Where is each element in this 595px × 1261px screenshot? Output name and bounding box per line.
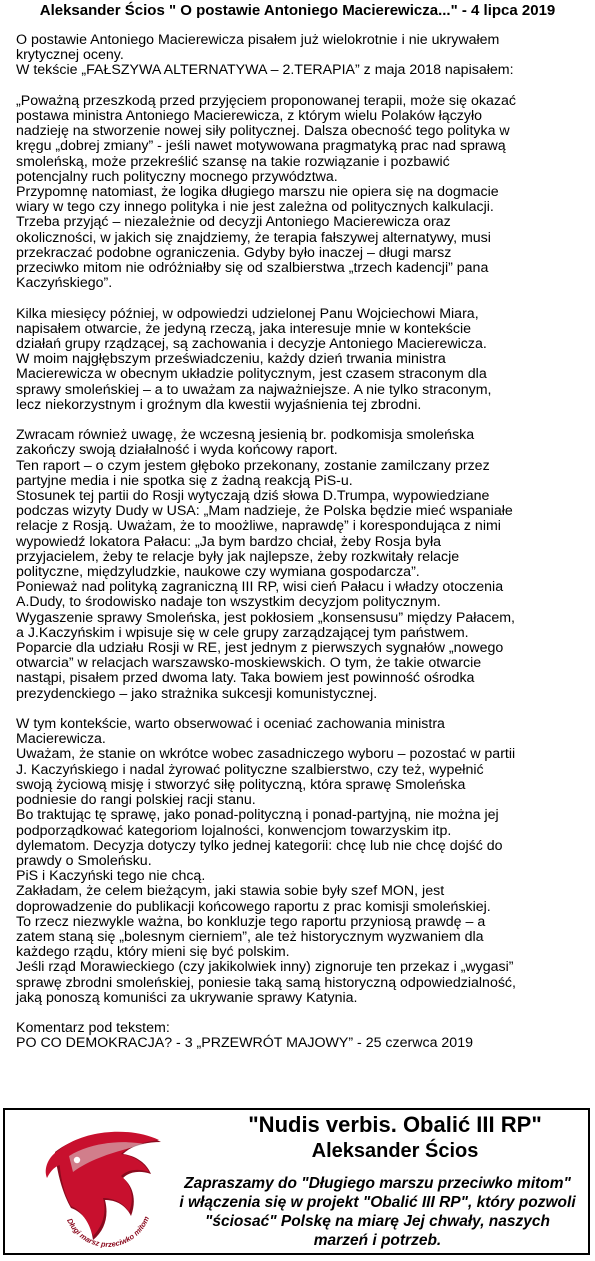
eagle-eye (74, 1157, 80, 1163)
paragraph-response: Kilka miesięcy później, w odpowiedzi udzielonej Panu Wojciechowi Miara, napisałem otwarcie, że jedyną rzeczą, jaka interesuje mnie w kontekście działań grupy rządzącej, są zachowania i decyzje Antoniego Macierewicza. W moim najgłębszym przeświadczeniu, każdy dzień trwania ministra Macierewicza w obecnym układzie politycznym, jest czasem straconym dla sprawy smoleńskiej – a to uważam za najważniejsze. A nie tylko straconym, lecz niekorzystnym i groźnym dla kwestii wyjaśnienia tej zbrodni. (16, 305, 492, 413)
logo-arc-text: Długi marsz przeciwko mitom (65, 1214, 151, 1249)
paragraph-quote: „Poważną przeszkodą przed przyjęciem proponowanej terapii, może się okazać postawa ministra Antoniego Macierewicza, z którym wielu Polaków łączyło nadzieję na stworzenie nowej siły politycznej. Dalsza obecność tego polityka w kręgu „dobrej zmiany” - jeśli nawet motywowana pragmatyką prac nad sprawą smoleńską, może przekreślić szansę na takie rozwiązanie i pozbawić potencjalny ruch polityczny mocnego przywództwa. Przypomnę natomiast, że logika długiego marszu nie opiera się na dogmacie wiary w tego czy innego polityka i nie jest zależna od politycznych kalkulacji. Trzeba przyjąć – niezależnie od decyzji Antoniego Macierewicza oraz okoliczności, w jakich się znajdziemy, że terapia fałszywej alternatywy, musi przekraczać podobne ograniczenia. Gdyby było inaczej – długi marsz przeciwko mitom nie odróżniałby się od szalbierstwa „trzech kadencji” pana Kaczyńskiego”. (16, 92, 516, 292)
paragraph-report: Zwracam również uwagę, że wczesną jesienią br. podkomisja smoleńska zakończy swoją działalność i wyda końcowy raport. Ten raport – o czym jestem głęboko przekonany, zostanie zamilczany przez partyjne media i nie spotka się z żadną reakcją PiS-u. Stosunek tej partii do Rosji wytyczają dziś słowa D.Trumpa, wypowiedziane podczas wizyty Dudy w USA: „Mam nadzieje, że Polska będzie mieć wspaniałe relacje z Rosją. Uważam, że to moożliwe, naprawdę” i korespondująca z nimi wypowiedź lokatora Pałacu: „Ja bym bardzo chciał, żeby Rosja była przyjacielem, żeby te relacje były jak najlepsze, żeby rozkwitały relacje polityczne, międzyludzkie, naukowe czy wymiana gospodarcza”. Ponieważ nad polityką zagraniczną III RP, wisi cień Pałacu i władzy otoczenia A.Dudy, to środowisko nadaje ton wszystkim decyzjom politycznym. Wygaszenie sprawy Smoleńska, jest pokłosiem „konsensusu” między Pałacem, a J.Kaczyńskim i wpisuje się w cele grupy zarządzającej tym państwem. Poparcie dla udziału Rosji w RE, jest jednym z pierwszych sygnałów „nowego otwarcia” w relacjach warszawsko-moskiewskich. O tym, że takie otwarcie nastąpi, pisałem przed dwoma laty. Taka bowiem jest powinność ośrodka prezydenckiego – jako strażnika sukcesji komunistycznej. (16, 427, 516, 702)
paragraph-intro: O postawie Antoniego Macierewicza pisałem już wielokrotnie i nie ukrywałem krytycznej oceny. W tekście „FAŁSZYWA ALTERNATYWA – 2.TERAPIA” z maja 2018 napisałem: (16, 32, 514, 79)
banner-title: "Nudis verbis. Obalić III RP" (248, 1112, 542, 1137)
article-title: Aleksander Ścios " O postawie Antoniego Macierewicza..." - 4 lipca 2019 (39, 2, 556, 19)
promo-banner[interactable] (3, 1108, 590, 1255)
eagle-logo-icon (33, 1112, 173, 1252)
banner-author: Aleksander Ścios (311, 1140, 479, 1162)
article-body (16, 33, 590, 1052)
paragraph-comment-link[interactable]: Komentarz pod tekstem: PO CO DEMOKRACJA? - 3 „PRZEWRÓT MAJOWY” - 25 czerwca 2019 (16, 1020, 473, 1052)
banner-invitation-text: Zapraszamy do "Długiego marszu przeciwko mitom" i włączenia się w projekt "Obalić III RP", który pozwoli "ściosać" Polskę na miarę Jej chwały, naszych marzeń i potrzeb. (179, 1175, 576, 1249)
paragraph-context: W tym kontekście, warto obserwować i oceniać zachowania ministra Macierewicza. Uważam, że stanie on wkrótce wobec zasadniczego wyboru – pozostać w partii J. Kaczyńskiego i nadal żyrować polityczne szalbierstwo, czy też, wypełnić swoją życiową misję i stworzyć siłę polityczną, która sprawę Smoleńska podniesie do rangi polskiej racji stanu. Bo traktując tę sprawę, jako ponad-polityczną i ponad-partyjną, nie można jej podporządkować kategoriom lojalności, konwencjom towarzyskim itp. dylematom. Decyzja dotyczy tylko jednej kategorii: chcę lub nie chcę dojść do prawdy o Smoleńsku. PiS i Kaczyński tego nie chcą. Zakładam, że celem bieżącym, jaki stawia sobie były szef MON, jest doprowadzenie do publikacji końcowego raportu z prac komisji smoleńskiej. To rzecz niezwykle ważna, bo konkluzje tego raportu przyniosą prawdę – a zatem staną się „bolesnym cierniem”, ale też historycznym wyzwaniem dla każdego rządu, który mieni się być polskim. Jeśli rząd Morawieckiego (czy jakikolwiek inny) zignoruje ten przekaz i „wygasi” sprawę zbrodni smoleńskiej, poniesie taką samą historyczną odpowiedzialność, jaką ponoszą komuniści za ukrywanie sprawy Katynia. (16, 716, 516, 1006)
